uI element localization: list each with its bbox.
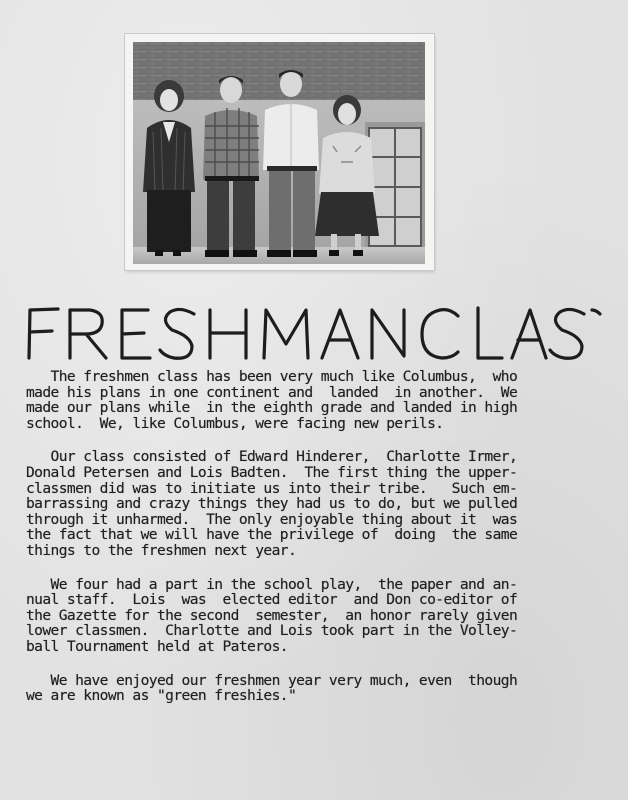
text-line: Our class consisted of Edward Hinderer, Charlotte Irmer, xyxy=(26,448,518,466)
text-line: the fact that we will have the privilege of doing the same xyxy=(26,526,518,544)
page-heading xyxy=(24,300,604,370)
paragraph-4 xyxy=(26,673,612,704)
text-line: ball Tournament held at Pateros. xyxy=(26,637,288,655)
text-line: classmen did was to initiate us into their tribe. Such em- xyxy=(26,479,518,497)
text-line: the Gazette for the second semester, an honor rarely given xyxy=(26,606,518,624)
text-line: We four had a part in the school play, the paper and an- xyxy=(26,575,518,593)
text-line: lower classmen. Charlotte and Lois took part in the Volley- xyxy=(26,622,518,640)
text-line: The freshmen class has been very much like Columbus, who xyxy=(26,368,518,385)
text-line: we are known as "green freshies." xyxy=(26,687,297,705)
text-line: We have enjoyed our freshmen year very much, even though xyxy=(26,671,518,689)
paragraph-2 xyxy=(26,449,612,558)
class-photo xyxy=(133,42,425,264)
text-line: through it unharmed. The only enjoyable thing about it was xyxy=(26,510,518,528)
text-line: things to the freshmen next year. xyxy=(26,541,297,559)
text-line: made our plans while in the eighth grade and landed in high xyxy=(26,399,518,417)
text-line: school. We, like Columbus, were facing new perils. xyxy=(26,414,444,432)
paragraph-1 xyxy=(26,369,612,431)
text-line: barrassing and crazy things they had us to do, but we pulled xyxy=(26,495,518,513)
heading-lettering xyxy=(24,300,604,370)
paragraph-3 xyxy=(26,577,612,655)
text-line: made his plans in one continent and landed in another. We xyxy=(26,383,518,401)
photo-frame xyxy=(125,34,434,270)
text-line: Donald Petersen and Lois Badten. The first thing the upper- xyxy=(26,463,518,481)
article-body xyxy=(26,369,612,722)
text-line: nual staff. Lois was elected editor and Don co-editor of xyxy=(26,591,518,609)
